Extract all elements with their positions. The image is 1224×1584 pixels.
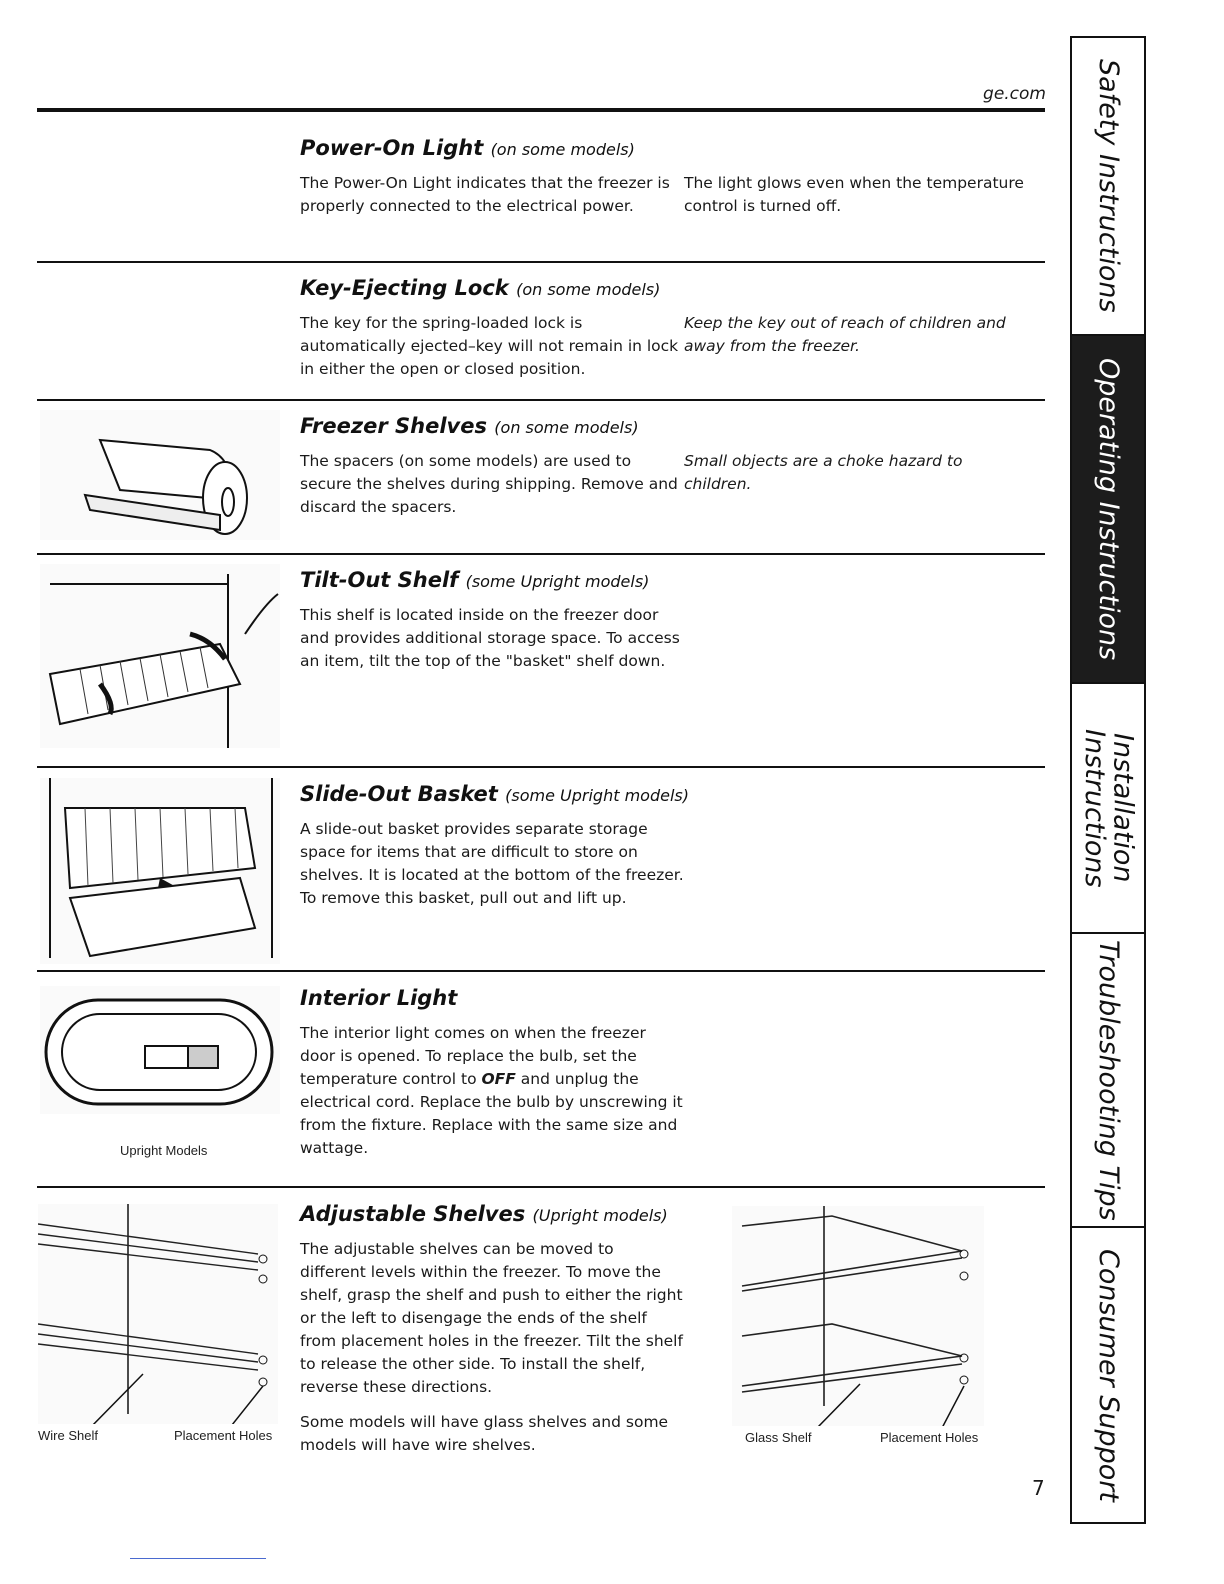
figure-caption: Placement Holes: [174, 1428, 273, 1443]
header-rule: [37, 108, 1045, 112]
wire-shelf-illustration: [38, 1204, 278, 1424]
section-title: Key-Ejecting Lock (on some models): [300, 276, 661, 300]
section-title: Freezer Shelves (on some models): [300, 414, 639, 438]
glass-shelf-illustration: [732, 1206, 984, 1426]
section-divider: [37, 553, 1045, 555]
section-body: The interior light comes on when the freezer door is opened. To replace the bulb, set the temperature control to OFF and unplug the electrical cord. Replace the bulb by unscrewing it from the fixture. Replace with the same size and wattage.: [300, 1024, 683, 1157]
figure-caption: Glass Shelf: [745, 1430, 812, 1445]
section-body: The adjustable shelves can be moved to different levels within the freezer. To move the shelf, grasp the shelf and push to either the right or the left to disengage the ends of the shelf from placement holes in the freezer. Tilt the shelf to release the other side. To install the shelf, reverse these directions. Some models will have glass shelves and some models will have wire shelves.: [300, 1240, 683, 1454]
section-title: Interior Light: [300, 986, 458, 1010]
section-power-on-light: [300, 136, 1045, 218]
section-divider: [37, 1186, 1045, 1188]
section-interior-light: [300, 986, 1045, 1160]
figure-caption: Placement Holes: [880, 1430, 979, 1445]
slide-out-basket-illustration: [40, 778, 280, 964]
section-title: Slide-Out Basket (some Upright models): [300, 782, 689, 806]
section-warning: Small objects are a choke hazard to children.: [684, 452, 963, 493]
section-tabs: [1070, 36, 1146, 1524]
section-body: The Power-On Light indicates that the freezer is properly connected to the electrical power.: [300, 174, 670, 215]
tab-troubleshooting-tips[interactable]: Troubleshooting Tips: [1072, 934, 1144, 1228]
spacer-illustration: [40, 410, 280, 540]
site-url: ge.com: [983, 84, 1046, 104]
tilt-out-shelf-illustration: [40, 564, 280, 748]
section-title: Power-On Light (on some models): [300, 136, 635, 160]
footer-line: [130, 1558, 266, 1559]
tab-installation-instructions[interactable]: Installation Instructions: [1072, 684, 1144, 934]
interior-light-illustration: [40, 986, 280, 1114]
section-note: The light glows even when the temperature control is turned off.: [684, 174, 1024, 215]
section-title: Adjustable Shelves (Upright models): [300, 1202, 668, 1226]
page-number: 7: [1032, 1476, 1045, 1500]
section-divider: [37, 766, 1045, 768]
tab-operating-instructions[interactable]: Operating Instructions: [1072, 336, 1144, 684]
section-body: A slide-out basket provides separate storage space for items that are difficult to store on shelves. It is located at the bottom of the freezer. To remove this basket, pull out and lift up.: [300, 820, 684, 907]
section-warning: Keep the key out of reach of children and away from the freezer.: [684, 314, 1006, 355]
section-freezer-shelves: [300, 414, 1045, 519]
section-body: This shelf is located inside on the freezer door and provides additional storage space. To access an item, tilt the top of the "basket" shelf down.: [300, 606, 680, 670]
section-title: Tilt-Out Shelf (some Upright models): [300, 568, 650, 592]
section-tilt-out-shelf: [300, 568, 1045, 673]
section-divider: [37, 399, 1045, 401]
tab-safety-instructions[interactable]: Safety Instructions: [1072, 38, 1144, 336]
tab-consumer-support[interactable]: Consumer Support: [1093, 1248, 1125, 1502]
section-divider: [37, 970, 1045, 972]
figure-caption: Upright Models: [120, 1143, 208, 1158]
section-body: The spacers (on some models) are used to secure the shelves during shipping. Remove and discard the spacers.: [300, 452, 678, 516]
section-key-ejecting-lock: [300, 276, 1045, 381]
figure-caption: Wire Shelf: [38, 1428, 98, 1443]
section-slide-out-basket: [300, 782, 1045, 910]
section-divider: [37, 261, 1045, 263]
section-body: The key for the spring-loaded lock is automatically ejected–key will not remain in lock in either the open or closed position.: [300, 314, 679, 378]
